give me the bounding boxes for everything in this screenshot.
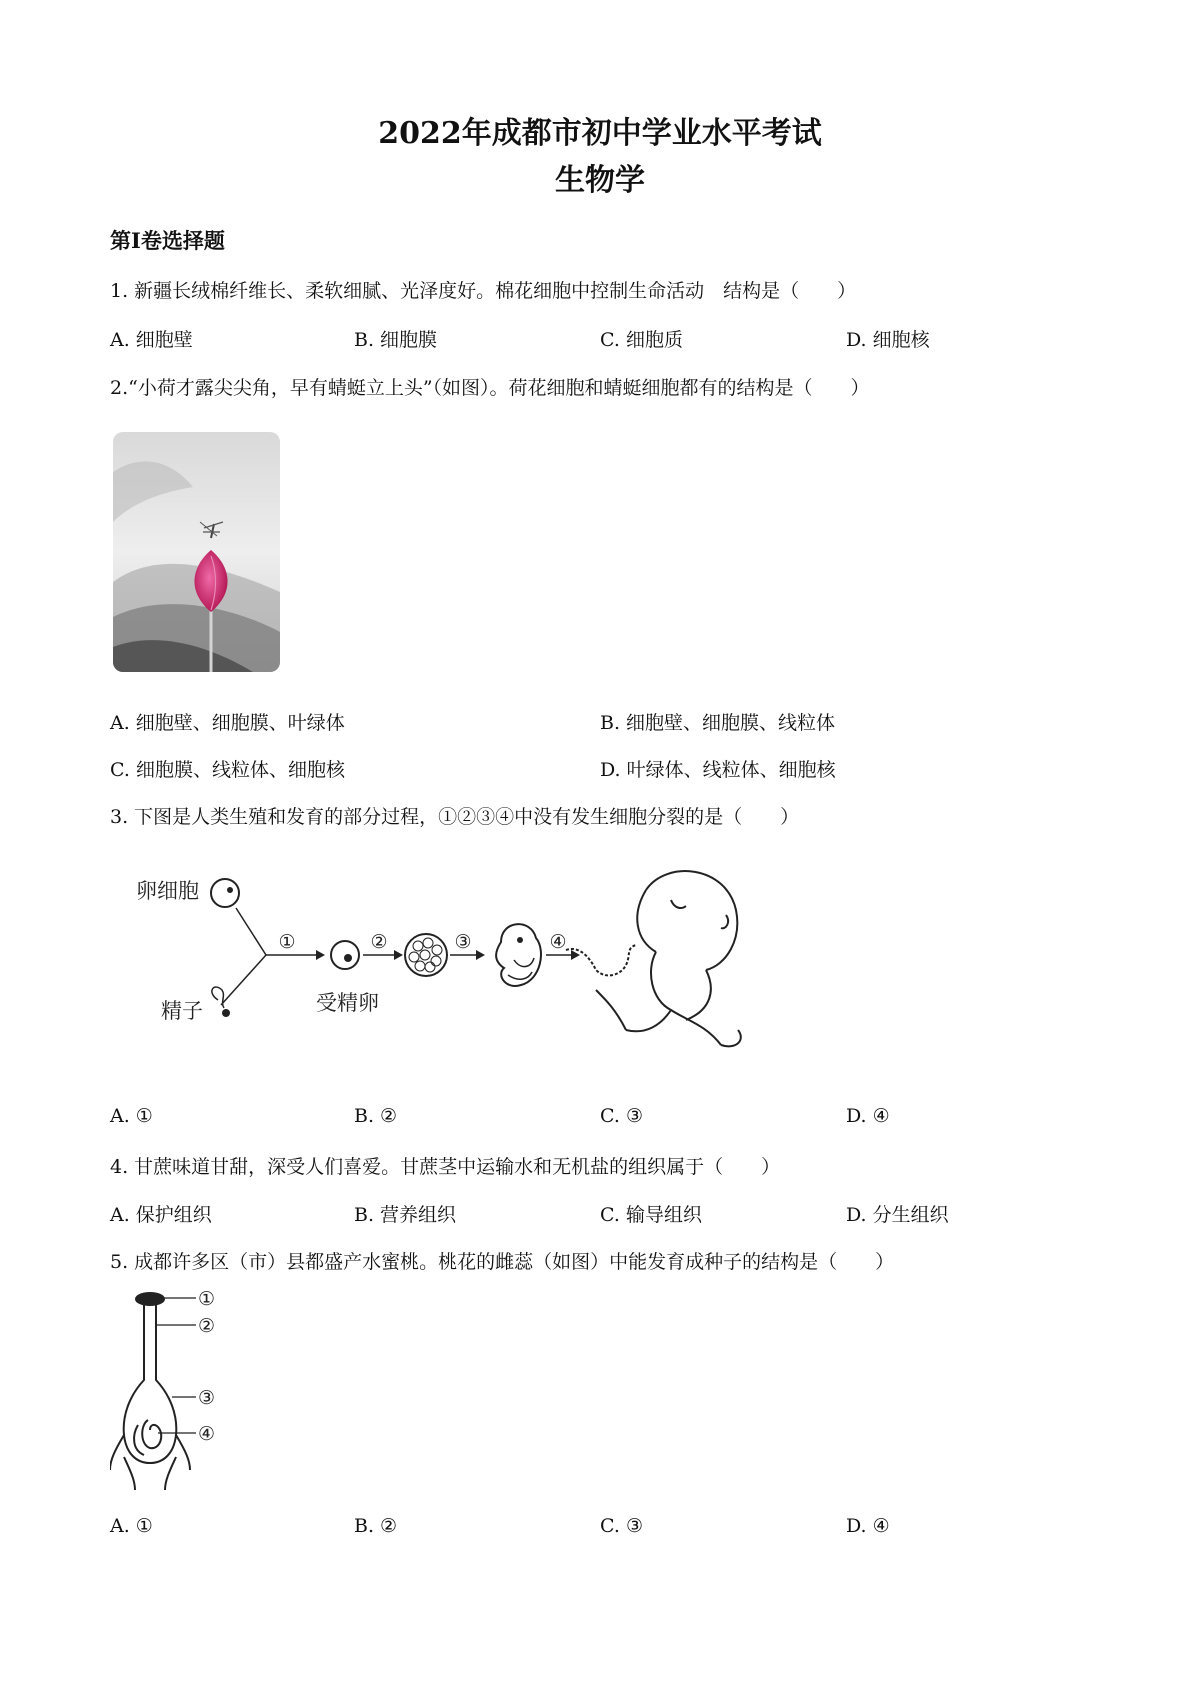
egg-cell-label: 卵细胞 [136, 879, 199, 903]
pistil-label-1: ① [198, 1288, 216, 1310]
question-4-option-b[interactable]: B. 营养组织 [354, 1204, 457, 1226]
question-2-stem: 2.“小荷才露尖尖角，早有蜻蜓立上头”（如图）。荷花细胞和蜻蜓细胞都有的结构是（ ） [110, 377, 870, 399]
question-4-stem: 4. 甘蔗味道甘甜，深受人们喜爱。甘蔗茎中运输水和无机盐的组织属于（ ） [110, 1156, 781, 1178]
zygote-icon [331, 941, 359, 969]
human-development-diagram [126, 860, 776, 1060]
question-5-stem: 5. 成都许多区（市）县都盛产水蜜桃。桃花的雌蕊（如图）中能发育成种子的结构是（ ） [110, 1251, 895, 1273]
fetus-icon [566, 871, 741, 1046]
question-5-option-b[interactable]: B. ② [354, 1515, 398, 1537]
question-1-option-b[interactable]: B. 细胞膜 [354, 329, 438, 351]
question-3-option-a[interactable]: A. ① [110, 1105, 153, 1127]
step-1-label: ① [278, 931, 296, 953]
question-4-option-d[interactable]: D. 分生组织 [846, 1204, 949, 1226]
pistil-label-4: ④ [198, 1423, 216, 1445]
step-4-label: ④ [549, 931, 567, 953]
step-2-label: ② [370, 931, 388, 953]
question-3-option-d[interactable]: D. ④ [846, 1105, 890, 1127]
question-4-option-a[interactable]: A. 保护组织 [110, 1204, 212, 1226]
question-1-option-c[interactable]: C. 细胞质 [600, 329, 683, 351]
step-3-label: ③ [454, 931, 472, 953]
embryo-icon [496, 924, 541, 986]
question-3-option-b[interactable]: B. ② [354, 1105, 398, 1127]
question-4-option-c[interactable]: C. 输导组织 [600, 1204, 702, 1226]
question-2-option-d[interactable]: D. 叶绿体、线粒体、细胞核 [600, 759, 836, 781]
question-1-stem: 1. 新疆长绒棉纤维长、柔软细腻、光泽度好。棉花细胞中控制生命活动 结构是（ ） [110, 280, 857, 302]
morula-icon [405, 934, 447, 976]
pistil-label-3: ③ [198, 1387, 216, 1409]
question-3-stem: 3. 下图是人类生殖和发育的部分过程，①②③④中没有发生细胞分裂的是（ ） [110, 806, 800, 828]
question-1-option-a[interactable]: A. 细胞壁 [110, 329, 193, 351]
question-2-option-b[interactable]: B. 细胞壁、细胞膜、线粒体 [600, 712, 836, 734]
question-3-option-c[interactable]: C. ③ [600, 1105, 643, 1127]
pistil-label-2: ② [198, 1315, 216, 1337]
exam-subtitle: 生物学 [555, 163, 645, 198]
sperm-label: 精子 [161, 999, 203, 1023]
question-2-option-c[interactable]: C. 细胞膜、线粒体、细胞核 [110, 759, 345, 781]
zygote-label: 受精卵 [316, 991, 379, 1015]
question-2-option-a[interactable]: A. 细胞壁、细胞膜、叶绿体 [110, 712, 345, 734]
exam-title: 2022年成都市初中学业水平考试 [378, 116, 822, 151]
pistil-diagram [110, 1285, 235, 1490]
question-5-option-c[interactable]: C. ③ [600, 1515, 643, 1537]
egg-cell-icon [211, 879, 239, 907]
question-5-option-a[interactable]: A. ① [110, 1515, 153, 1537]
section-heading: 第Ⅰ卷选择题 [110, 228, 225, 253]
sperm-icon [222, 1009, 230, 1017]
question-5-option-d[interactable]: D. ④ [846, 1515, 890, 1537]
pistil-icon [110, 1293, 190, 1490]
question-1-option-d[interactable]: D. 细胞核 [846, 329, 930, 351]
lotus-dragonfly-image [113, 432, 280, 672]
